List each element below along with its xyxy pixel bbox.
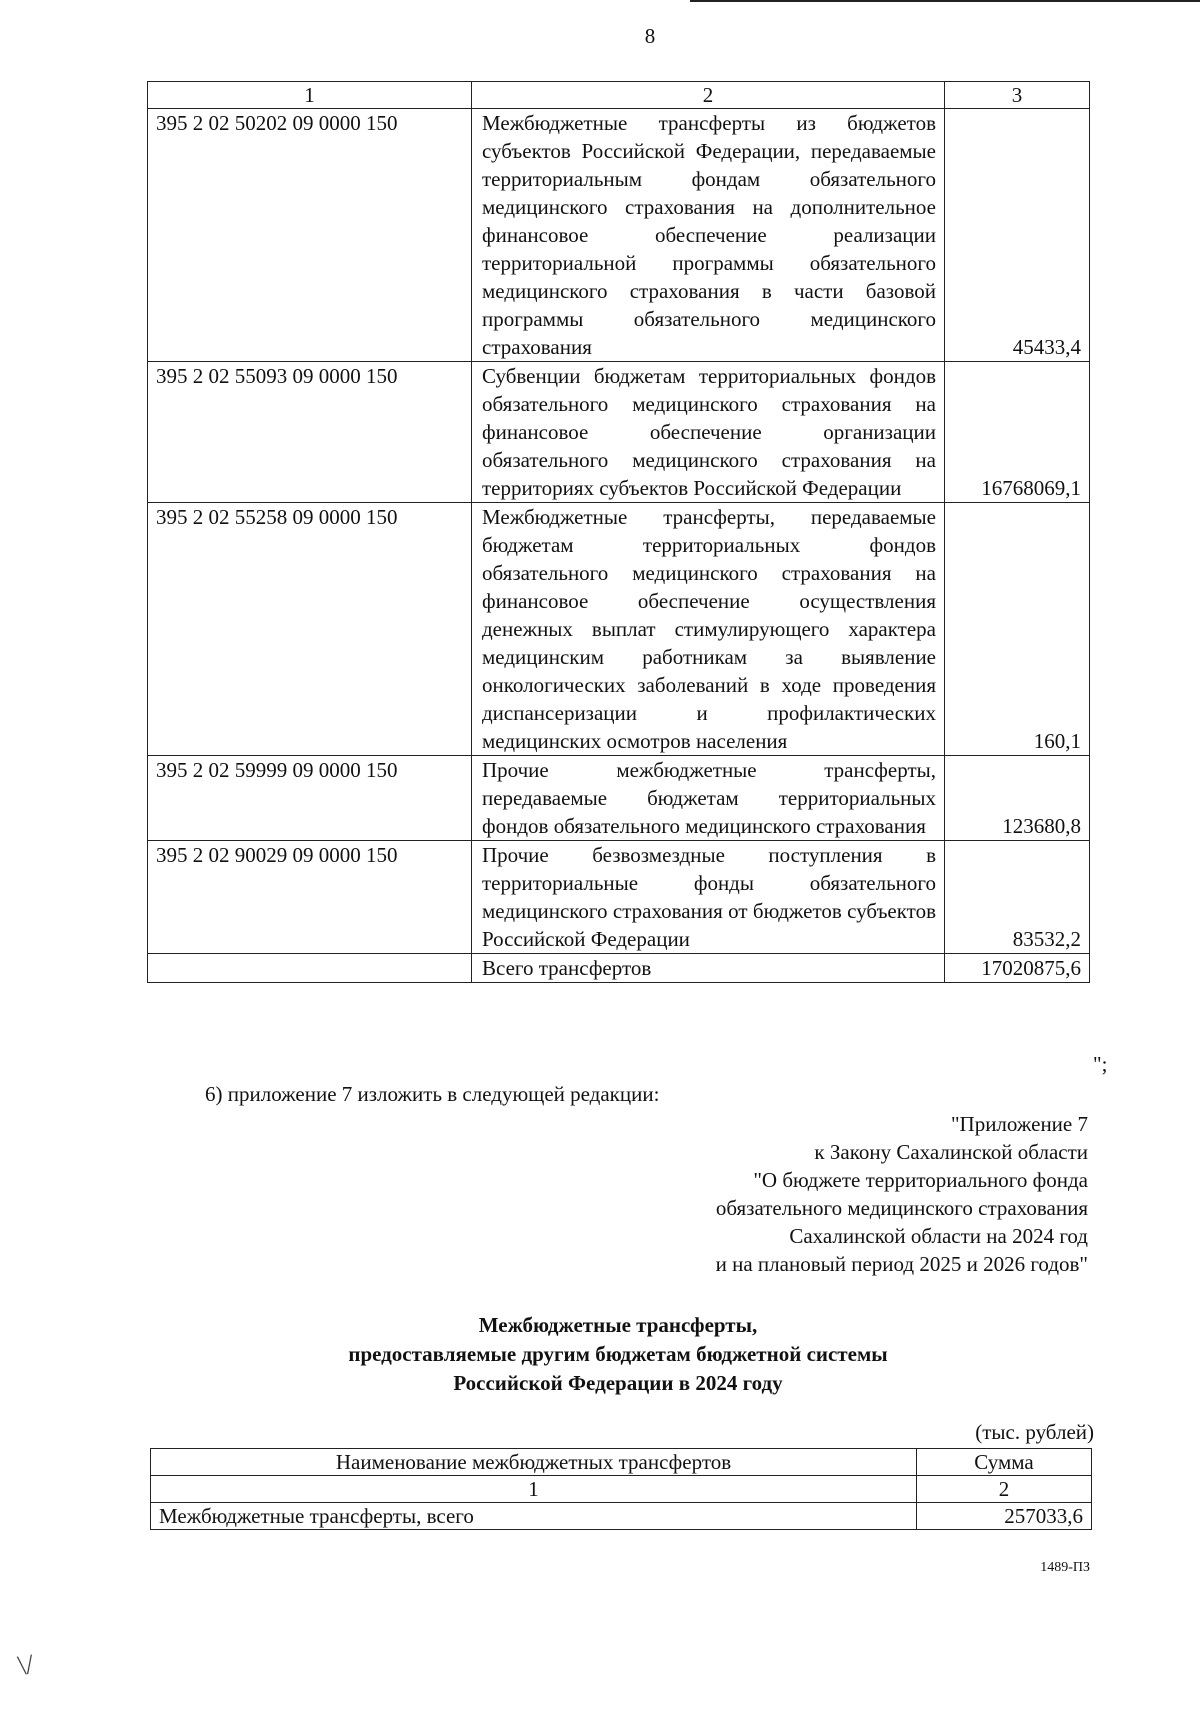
transfer-description: Прочие безвозмездные поступления в территориальные фонды обязательного медицинского страхования от бюджетов субъектов Российской Федерации — [472, 841, 945, 954]
budget-code: 395 2 02 55258 09 0000 150 — [148, 503, 472, 756]
transfer-amount: 45433,4 — [945, 109, 1090, 362]
table-row — [148, 841, 1090, 954]
table-header-row — [148, 82, 1090, 109]
transfer-amount: 16768069,1 — [945, 362, 1090, 503]
page-number: 8 — [644, 24, 656, 48]
column-number: 2 — [917, 1476, 1092, 1503]
total-amount: 17020875,6 — [945, 954, 1090, 983]
transfer-description: Межбюджетные трансферты из бюджетов субъектов Российской Федерации, передаваемые территориальным фондам обязательного медицинского страхования на дополнительное финансовое обеспечение реализации территориальной программы обязательного медицинского страхования в части базовой программы обязательного медицинского страхования — [472, 109, 945, 362]
table-row — [148, 109, 1090, 362]
amendment-text: 6) приложение 7 изложить в следующей редакции: — [205, 1082, 660, 1106]
table-row — [148, 756, 1090, 841]
budget-code: 395 2 02 59999 09 0000 150 — [148, 756, 472, 841]
table-row — [148, 503, 1090, 756]
closing-quote: "; — [1093, 1052, 1108, 1076]
appendix-header-line: "О бюджете территориального фонда — [753, 1168, 1088, 1192]
scan-edge-line — [690, 0, 1200, 2]
header-col-2: 2 — [472, 82, 945, 109]
transfers-table — [147, 81, 1090, 983]
budget-code: 395 2 02 50202 09 0000 150 — [148, 109, 472, 362]
transfer-description: Прочие межбюджетные трансферты, передаваемые бюджетам территориальных фондов обязательного медицинского страхования — [472, 756, 945, 841]
table-row — [148, 362, 1090, 503]
appendix-header-line: обязательного медицинского страхования — [715, 1196, 1088, 1220]
document-code: 1489-ПЗ — [1040, 1560, 1090, 1575]
column-number: 1 — [151, 1476, 917, 1503]
section-title-line: предоставляемые другим бюджетам бюджетной системы — [348, 1342, 888, 1366]
table-header-row — [151, 1449, 1092, 1476]
table-row — [151, 1503, 1092, 1530]
section-title — [147, 1311, 1089, 1398]
interbudget-table — [150, 1448, 1092, 1530]
section-title-line: Российской Федерации в 2024 году — [453, 1371, 783, 1395]
transfer-amount: 123680,8 — [945, 756, 1090, 841]
transfer-amount: 83532,2 — [945, 841, 1090, 954]
total-row — [148, 954, 1090, 983]
transfer-description: Межбюджетные трансферты, передаваемые бюджетам территориальных фондов обязательного медицинского страхования на финансовое обеспечение осуществления денежных выплат стимулирующего характера медицинским работникам за выявление онкологических заболеваний в ходе проведения диспансеризации и профилактических медицинских осмотров населения — [472, 503, 945, 756]
row-amount: 257033,6 — [917, 1503, 1092, 1530]
appendix-header — [488, 1110, 1088, 1278]
column-number-row — [151, 1476, 1092, 1503]
units-label: (тыс. рублей) — [975, 1420, 1094, 1444]
budget-code: 395 2 02 90029 09 0000 150 — [148, 841, 472, 954]
transfer-amount: 160,1 — [945, 503, 1090, 756]
header-col-3: 3 — [945, 82, 1090, 109]
header-name: Наименование межбюджетных трансфертов — [151, 1449, 917, 1476]
row-label: Межбюджетные трансферты, всего — [151, 1503, 917, 1530]
appendix-header-line: к Закону Сахалинской области — [814, 1140, 1088, 1164]
scan-mark-icon: \/ — [15, 1649, 36, 1682]
budget-code: 395 2 02 55093 09 0000 150 — [148, 362, 472, 503]
header-sum: Сумма — [917, 1449, 1092, 1476]
transfer-description: Субвенции бюджетам территориальных фондов обязательного медицинского страхования на финансовое обеспечение организации обязательного медицинского страхования на территориях субъектов Российской Федерации — [472, 362, 945, 503]
header-col-1: 1 — [148, 82, 472, 109]
appendix-header-line: "Приложение 7 — [950, 1112, 1088, 1136]
section-title-line: Межбюджетные трансферты, — [478, 1313, 758, 1337]
total-label: Всего трансфертов — [472, 954, 945, 983]
appendix-header-line: Сахалинской области на 2024 год — [789, 1224, 1088, 1248]
appendix-header-line: и на плановый период 2025 и 2026 годов" — [715, 1252, 1088, 1276]
total-code-empty — [148, 954, 472, 983]
